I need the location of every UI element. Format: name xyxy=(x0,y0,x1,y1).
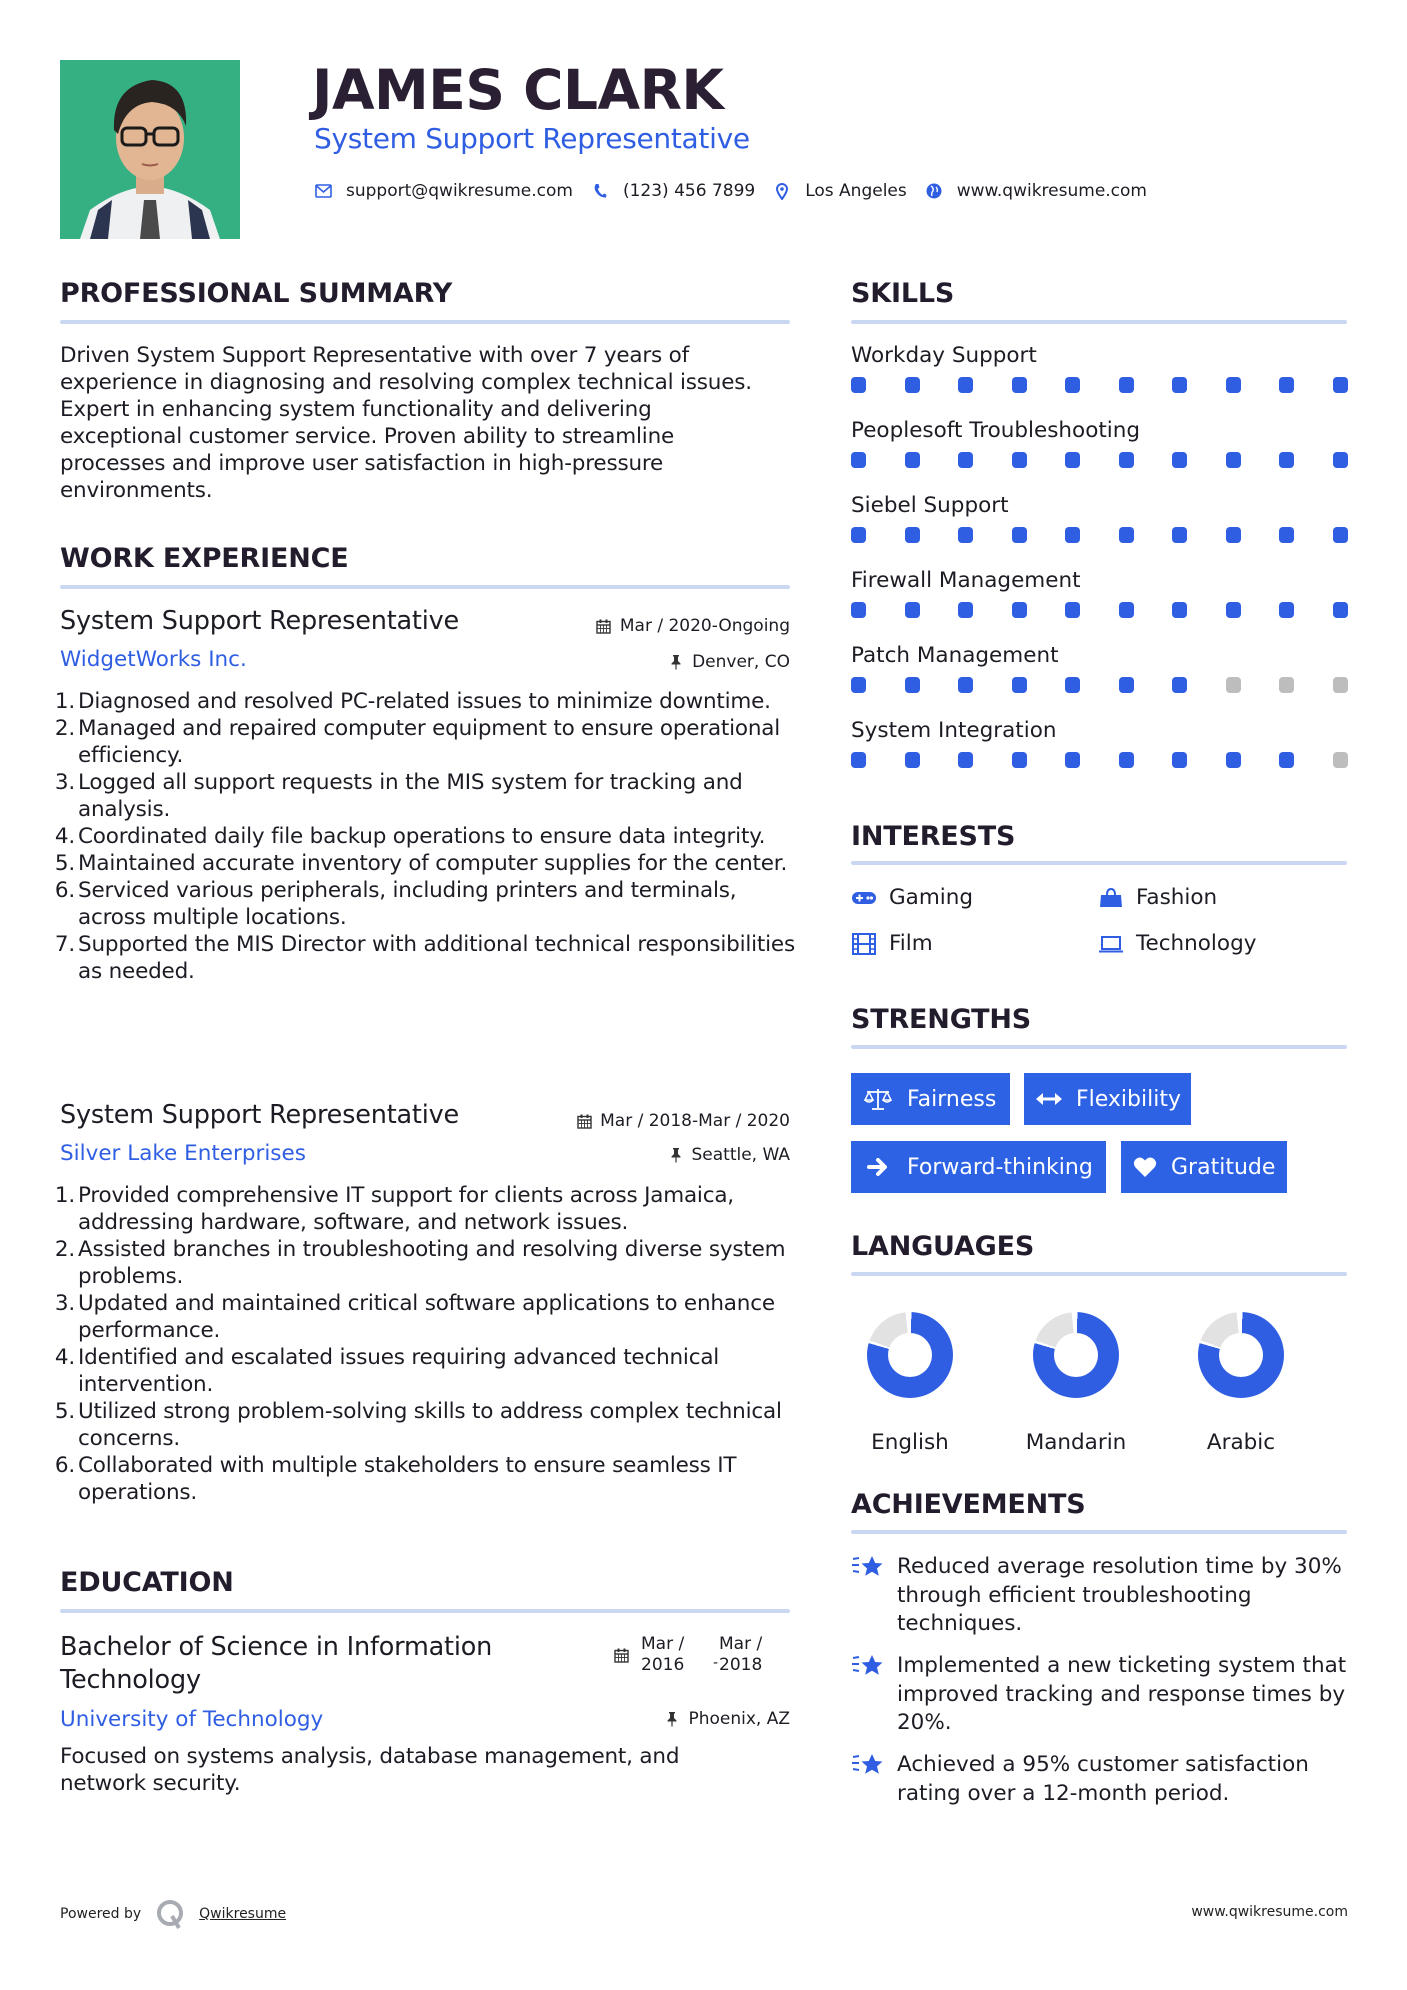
job-date xyxy=(576,1110,790,1132)
bullet-item: 1. Diagnosed and resolved PC-related issues to minimize downtime. xyxy=(54,689,771,714)
job-date-text: Mar / 2020-Ongoing xyxy=(619,616,790,636)
section-heading-summary: PROFESSIONAL SUMMARY xyxy=(60,278,453,309)
rating-dot-filled xyxy=(1012,677,1027,693)
section-divider xyxy=(851,1530,1347,1534)
achievement-item xyxy=(851,1652,1347,1738)
rating-dot-filled xyxy=(1119,602,1134,618)
strength-tag-forward-thinking xyxy=(851,1141,1106,1193)
education-description: Focused on systems analysis, database management, and network security. xyxy=(60,1744,680,1796)
rating-dot-filled xyxy=(905,602,920,618)
rating-dot-filled xyxy=(1279,602,1294,618)
skill-rating xyxy=(851,602,1348,618)
strength-tag-gratitude xyxy=(1121,1141,1287,1193)
contact-website[interactable] xyxy=(925,181,1147,201)
rating-dot-filled xyxy=(1065,752,1080,768)
skill-rating xyxy=(851,752,1348,768)
rating-dot-filled xyxy=(1172,377,1187,393)
rating-dot-filled xyxy=(1172,527,1187,543)
rating-dot-filled xyxy=(1065,677,1080,693)
skill-label: Peoplesoft Troubleshooting xyxy=(851,418,1141,443)
skill-label: Patch Management xyxy=(851,643,1059,668)
rating-dot-filled xyxy=(1012,602,1027,618)
degree-title: Bachelor of Science in Information xyxy=(60,1632,493,1662)
rating-dot-empty xyxy=(1333,752,1348,768)
phone-icon xyxy=(591,182,609,200)
skill-rating xyxy=(851,452,1348,468)
section-heading-skills: SKILLS xyxy=(851,278,955,309)
skill-label: Workday Support xyxy=(851,343,1037,368)
calendar-icon xyxy=(614,1648,629,1667)
language-arabic xyxy=(1171,1312,1311,1456)
rating-dot-filled xyxy=(1119,677,1134,693)
rating-dot-filled xyxy=(851,752,866,768)
contact-location xyxy=(773,181,907,201)
rating-dot-filled xyxy=(851,602,866,618)
strength-tag-flexibility xyxy=(1024,1073,1191,1125)
gamepad-icon xyxy=(851,887,877,909)
edu-end-date: Mar / 2018 xyxy=(719,1634,763,1675)
rating-dot-filled xyxy=(1333,527,1348,543)
pushpin-icon xyxy=(668,654,684,670)
strength-label: Flexibility xyxy=(1076,1086,1181,1112)
star-achievement-icon xyxy=(851,1652,885,1680)
achievement-text: Implemented a new ticketing system that improved tracking and response times by 20%. xyxy=(897,1653,1347,1735)
company-name: WidgetWorks Inc. xyxy=(60,647,247,672)
rating-dot-filled xyxy=(958,677,973,693)
bullet-item: 4. Identified and escalated issues requiring advanced technical intervention. xyxy=(54,1345,720,1397)
interest-label: Film xyxy=(889,931,933,956)
candidate-title: System Support Representative xyxy=(314,122,750,155)
job-location xyxy=(668,1144,791,1166)
school-name: University of Technology xyxy=(60,1707,324,1732)
contact-phone[interactable] xyxy=(591,181,755,201)
contact-email[interactable] xyxy=(314,181,573,201)
job-date-text: Mar / 2018-Mar / 2020 xyxy=(600,1111,790,1131)
map-pin-icon xyxy=(773,182,791,200)
section-divider xyxy=(60,1609,790,1613)
rating-dot-filled xyxy=(851,527,866,543)
section-divider xyxy=(851,1045,1347,1049)
candidate-name: JAMES CLARK xyxy=(312,58,724,122)
rating-dot-filled xyxy=(1172,602,1187,618)
rating-dot-empty xyxy=(1279,677,1294,693)
rating-dot-filled xyxy=(1279,527,1294,543)
qwikresume-logo-icon xyxy=(155,1898,187,1930)
job-title: System Support Representative xyxy=(60,1100,459,1130)
rating-dot-filled xyxy=(958,602,973,618)
rating-dot-filled xyxy=(1172,752,1187,768)
contact-email-text: support@qwikresume.com xyxy=(346,181,573,201)
strength-label: Gratitude xyxy=(1171,1154,1276,1180)
rating-dot-filled xyxy=(1333,377,1348,393)
rating-dot-filled xyxy=(1226,752,1241,768)
edu-start-date: Mar / 2016 xyxy=(641,1634,685,1675)
globe-icon xyxy=(925,182,943,200)
rating-dot-filled xyxy=(1172,452,1187,468)
bullet-item: 6. Collaborated with multiple stakeholders to ensure seamless IT operations. xyxy=(54,1453,737,1505)
rating-dot-filled xyxy=(1012,527,1027,543)
skill-item xyxy=(851,493,1347,568)
section-divider xyxy=(851,861,1347,865)
arrow-right-icon xyxy=(863,1155,893,1179)
rating-dot-filled xyxy=(1065,527,1080,543)
job-date xyxy=(596,615,790,637)
language-label: Arabic xyxy=(1206,1430,1276,1455)
rating-dot-filled xyxy=(1119,752,1134,768)
language-english xyxy=(840,1312,980,1456)
star-achievement-icon xyxy=(851,1751,885,1779)
rating-dot-filled xyxy=(1065,377,1080,393)
bullet-item: 3. Logged all support requests in the MIS system for tracking and analysis. xyxy=(54,770,743,822)
interest-film xyxy=(851,930,933,958)
balance-scale-icon xyxy=(863,1087,893,1111)
skill-item xyxy=(851,418,1347,493)
language-donut-chart xyxy=(867,1312,953,1398)
language-label: English xyxy=(871,1430,949,1455)
contact-row xyxy=(314,178,1165,204)
rating-dot-empty xyxy=(1333,677,1348,693)
job-location xyxy=(668,651,790,673)
rating-dot-filled xyxy=(905,752,920,768)
rating-dot-filled xyxy=(1119,377,1134,393)
rating-dot-filled xyxy=(851,452,866,468)
achievement-text: Reduced average resolution time by 30% through efficient troubleshooting techniques. xyxy=(897,1554,1342,1636)
language-label: Mandarin xyxy=(1025,1430,1127,1455)
section-heading-interests: INTERESTS xyxy=(851,821,1016,852)
language-mandarin xyxy=(1006,1312,1146,1456)
rating-dot-filled xyxy=(1226,377,1241,393)
interest-label: Fashion xyxy=(1136,885,1218,910)
rating-dot-filled xyxy=(958,452,973,468)
skill-label: Siebel Support xyxy=(851,493,1009,518)
skill-item xyxy=(851,568,1347,643)
bullet-item: 5. Utilized strong problem-solving skills to address complex technical concerns. xyxy=(54,1399,782,1451)
interest-technology xyxy=(1098,930,1256,958)
bullet-item: 1. Provided comprehensive IT support for clients across Jamaica, addressing hardware, software, and network issues. xyxy=(54,1183,734,1235)
skill-item xyxy=(851,718,1347,793)
powered-by-label: Powered by xyxy=(60,1906,142,1922)
rating-dot-filled xyxy=(1279,452,1294,468)
language-donut-chart xyxy=(1033,1312,1119,1398)
achievement-text: Achieved a 95% customer satisfaction rating over a 12-month period. xyxy=(897,1752,1309,1806)
star-achievement-icon xyxy=(851,1553,885,1581)
rating-dot-filled xyxy=(1119,527,1134,543)
shopping-bag-icon xyxy=(1098,887,1124,909)
rating-dot-filled xyxy=(1226,602,1241,618)
company-name: Silver Lake Enterprises xyxy=(60,1141,306,1166)
strength-label: Forward-thinking xyxy=(907,1154,1093,1180)
edu-location-text: Phoenix, AZ xyxy=(688,1709,790,1729)
section-heading-experience: WORK EXPERIENCE xyxy=(60,543,349,574)
skill-item xyxy=(851,343,1347,418)
section-heading-languages: LANGUAGES xyxy=(851,1231,1035,1262)
profile-photo xyxy=(60,60,240,239)
degree-title-cont: Technology xyxy=(60,1665,201,1695)
calendar-icon xyxy=(576,1113,592,1129)
rating-dot-filled xyxy=(1226,527,1241,543)
date-separator: - xyxy=(713,1655,719,1671)
qwikresume-link[interactable]: Qwikresume xyxy=(199,1906,287,1922)
calendar-icon xyxy=(596,618,612,634)
language-donut-chart xyxy=(1198,1312,1284,1398)
rating-dot-filled xyxy=(905,452,920,468)
skill-rating xyxy=(851,527,1348,543)
section-divider xyxy=(851,1272,1347,1276)
pushpin-icon xyxy=(668,1147,684,1163)
rating-dot-filled xyxy=(958,527,973,543)
bullet-item: 3. Updated and maintained critical software applications to enhance performance. xyxy=(54,1291,775,1343)
job-bullets xyxy=(54,688,795,985)
rating-dot-filled xyxy=(958,752,973,768)
contact-phone-text: (123) 456 7899 xyxy=(622,181,756,201)
rating-dot-filled xyxy=(905,677,920,693)
skills-list xyxy=(851,343,1347,793)
skill-rating xyxy=(851,677,1348,693)
skill-label: System Integration xyxy=(851,718,1057,743)
summary-text: Driven System Support Representative with over 7 years of experience in diagnosing and resolving complex technical issues. Expert in enhancing system functionality and delivering exceptional customer service. Proven ability to streamline processes and improve user satisfaction in high-pressure environments. xyxy=(60,343,752,503)
section-heading-strengths: STRENGTHS xyxy=(851,1004,1032,1035)
rating-dot-filled xyxy=(1333,452,1348,468)
edu-location xyxy=(664,1708,790,1730)
skill-rating xyxy=(851,377,1348,393)
interest-label: Gaming xyxy=(889,885,974,910)
rating-dot-filled xyxy=(1012,752,1027,768)
job-title: System Support Representative xyxy=(60,606,459,636)
interest-gaming xyxy=(851,884,973,912)
job-location-text: Seattle, WA xyxy=(691,1145,790,1165)
bullet-item: 6. Serviced various peripherals, including printers and terminals, across multiple locations. xyxy=(54,878,737,930)
rating-dot-filled xyxy=(1012,452,1027,468)
contact-location-text: Los Angeles xyxy=(805,181,907,201)
footer-website-link[interactable]: www.qwikresume.com xyxy=(1191,1904,1348,1920)
film-icon xyxy=(851,933,877,955)
section-heading-achievements: ACHIEVEMENTS xyxy=(851,1489,1086,1520)
bullet-item: 2. Managed and repaired computer equipment to ensure operational efficiency. xyxy=(54,716,781,768)
bullet-item: 2. Assisted branches in troubleshooting and resolving diverse system problems. xyxy=(54,1237,786,1289)
rating-dot-filled xyxy=(1065,452,1080,468)
section-divider xyxy=(851,320,1347,324)
achievement-item xyxy=(851,1553,1347,1639)
pushpin-icon xyxy=(664,1711,680,1727)
strength-tag-fairness xyxy=(851,1073,1010,1125)
heart-icon xyxy=(1133,1155,1157,1179)
section-divider xyxy=(60,585,790,589)
rating-dot-filled xyxy=(958,377,973,393)
footer-powered-by xyxy=(60,1898,286,1930)
rating-dot-filled xyxy=(1279,752,1294,768)
bullet-item: 5. Maintained accurate inventory of computer supplies for the center. xyxy=(54,851,788,876)
interest-fashion xyxy=(1098,884,1217,912)
rating-dot-filled xyxy=(1226,452,1241,468)
skill-label: Firewall Management xyxy=(851,568,1081,593)
section-divider xyxy=(60,320,790,324)
rating-dot-filled xyxy=(1172,677,1187,693)
section-heading-education: EDUCATION xyxy=(60,1567,234,1598)
rating-dot-filled xyxy=(1333,602,1348,618)
achievement-item xyxy=(851,1751,1347,1808)
laptop-icon xyxy=(1098,933,1124,955)
rating-dot-filled xyxy=(905,527,920,543)
rating-dot-filled xyxy=(1119,452,1134,468)
contact-website-text: www.qwikresume.com xyxy=(956,181,1147,201)
rating-dot-filled xyxy=(1279,377,1294,393)
job-bullets xyxy=(54,1182,795,1506)
rating-dot-filled xyxy=(851,677,866,693)
bullet-item: 4. Coordinated daily file backup operations to ensure data integrity. xyxy=(54,824,766,849)
skill-item xyxy=(851,643,1347,718)
bullet-item: 7. Supported the MIS Director with additional technical responsibilities as needed. xyxy=(54,932,795,984)
rating-dot-filled xyxy=(1012,377,1027,393)
strength-label: Fairness xyxy=(907,1086,997,1112)
rating-dot-empty xyxy=(1226,677,1241,693)
rating-dot-filled xyxy=(1065,602,1080,618)
rating-dot-filled xyxy=(905,377,920,393)
job-location-text: Denver, CO xyxy=(692,652,790,672)
rating-dot-filled xyxy=(851,377,866,393)
envelope-icon xyxy=(314,182,332,200)
arrows-horizontal-icon xyxy=(1036,1087,1062,1111)
interest-label: Technology xyxy=(1136,931,1257,956)
